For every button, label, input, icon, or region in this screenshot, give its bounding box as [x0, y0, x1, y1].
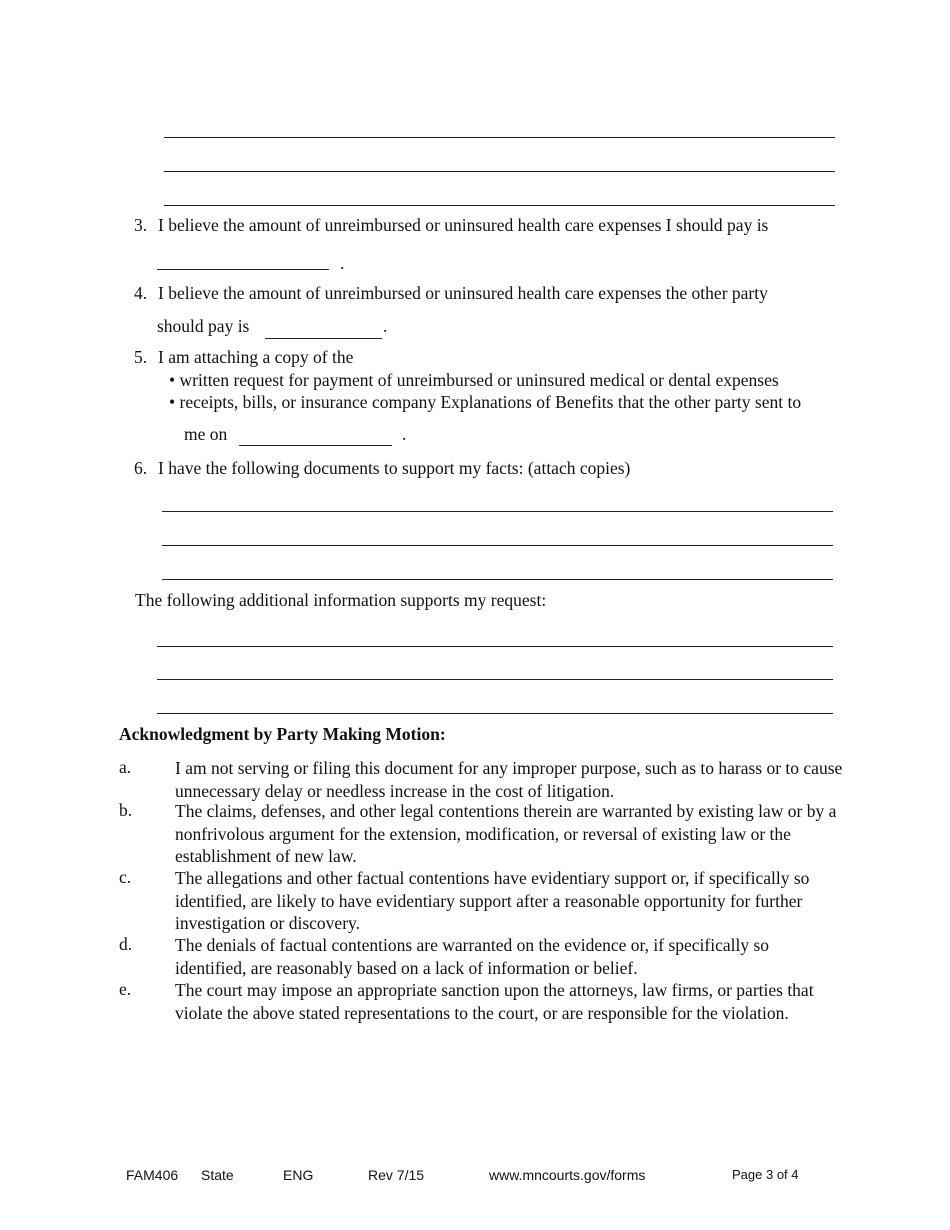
item-4-period: .: [383, 316, 388, 336]
item-3-text: I believe the amount of unreimbursed or uninsured health care expenses I should pay is: [158, 215, 769, 235]
item-5-bullet-receipts: • receipts, bills, or insurance company Explanations of Benefits that the other party sent to: [169, 392, 802, 412]
item-4-amount-field[interactable]: [265, 323, 382, 344]
item-number: 6.: [134, 458, 148, 478]
acknowledgment-title: Acknowledgment by Party Making Motion:: [119, 724, 446, 744]
ack-item-d: [119, 934, 839, 979]
footer-url: www.mncourts.gov/forms: [489, 1167, 646, 1183]
write-line[interactable]: [157, 713, 833, 714]
item-5-bullet-written-request: • written request for payment of unreimbursed or uninsured medical or dental expenses: [169, 370, 779, 390]
ack-text: The allegations and other factual contentions have evidentiary support or, if specifically so identified, are likely to have evidentiary support after a reasonable opportunity for further investigation or discovery.: [175, 868, 810, 933]
write-line[interactable]: [162, 511, 833, 512]
ack-item-c: [119, 867, 839, 935]
footer-form-code: FAM406: [126, 1167, 179, 1183]
item-5-text: I am attaching a copy of the: [158, 347, 354, 367]
footer-state: State: [201, 1167, 234, 1183]
ack-letter: c.: [119, 867, 132, 887]
item-5-period: .: [402, 424, 407, 444]
ack-letter: d.: [119, 934, 133, 954]
ack-text: The claims, defenses, and other legal contentions therein are warranted by existing law or by a nonfrivolous argument for the extension, modification, or reversal of existing law or the establishment of new law.: [175, 801, 837, 866]
item-number: 5.: [134, 347, 148, 367]
footer-revision: Rev 7/15: [368, 1167, 425, 1183]
write-line[interactable]: [157, 679, 833, 680]
ack-text: I am not serving or filing this document for any improper purpose, such as to harass or to cause unnecessary delay or needless increase in the cost of litigation.: [175, 758, 843, 801]
item-number: 4.: [134, 283, 148, 303]
write-line[interactable]: [162, 545, 833, 546]
item-6-text: I have the following documents to support my facts: (attach copies): [158, 458, 631, 478]
write-line[interactable]: [164, 171, 835, 172]
write-line[interactable]: [157, 646, 833, 647]
ack-item-a: [119, 757, 843, 802]
ack-text: The court may impose an appropriate sanction upon the attorneys, law firms, or parties that violate the above stated representations to the court, or are responsible for the violation.: [175, 980, 814, 1023]
ack-item-b: [119, 800, 839, 868]
ack-text: The denials of factual contentions are warranted on the evidence or, if specifically so identified, are reasonably based on a lack of information or belief.: [175, 935, 770, 978]
item-5-date-field[interactable]: [239, 430, 392, 451]
ack-item-e: [119, 979, 839, 1047]
item-4-text-cont: should pay is: [157, 316, 250, 336]
ack-letter: a.: [119, 757, 132, 777]
item-number: 3.: [134, 215, 148, 235]
item-4-text: I believe the amount of unreimbursed or uninsured health care expenses the other party: [158, 283, 768, 303]
item-3-amount-field[interactable]: [157, 254, 329, 275]
write-line[interactable]: [164, 205, 835, 206]
item-5-me-on: me on: [184, 424, 228, 444]
footer-page-number: Page 3 of 4: [732, 1167, 799, 1182]
item-3-period: .: [340, 253, 345, 273]
write-line[interactable]: [164, 137, 835, 138]
ack-letter: e.: [119, 979, 132, 999]
additional-info-label: The following additional information supports my request:: [135, 590, 547, 610]
footer-language: ENG: [283, 1167, 314, 1183]
ack-letter: b.: [119, 800, 133, 820]
write-line[interactable]: [162, 579, 833, 580]
